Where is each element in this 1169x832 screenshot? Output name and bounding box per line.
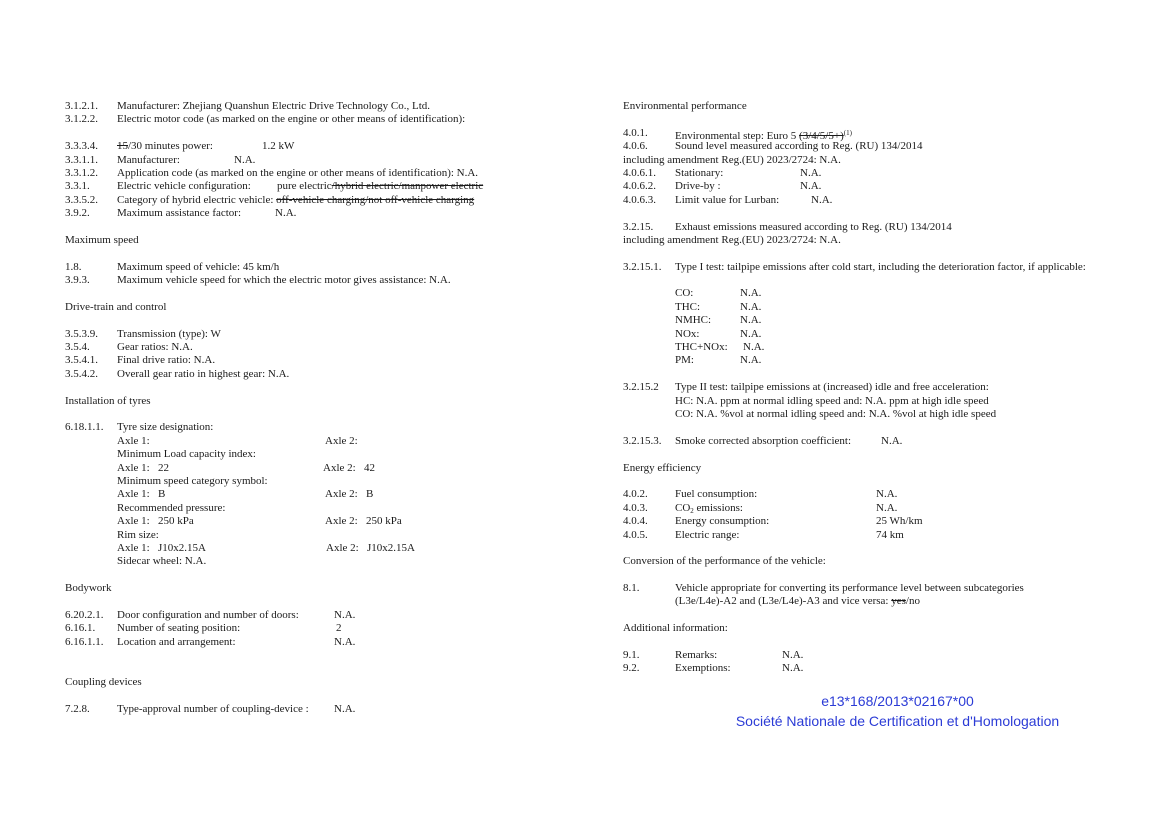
- tyre-axle-row: [65, 542, 585, 555]
- spec-number: 6.18.1.1.: [65, 421, 104, 434]
- spec-value: N.A.: [876, 501, 898, 514]
- spec-number: 7.2.8.: [65, 702, 90, 715]
- spec-value: 74 km: [876, 528, 904, 541]
- rim-value: J10x2.15A: [366, 541, 415, 554]
- spec-label: Limit value for Lurban:: [675, 193, 780, 206]
- spec-row: [623, 261, 1143, 274]
- spec-value: N.A.: [876, 488, 898, 501]
- tyre-axle-row: [65, 462, 585, 475]
- spec-value: N.A.: [334, 608, 356, 621]
- spec-label: Category of hybrid electric vehicle:: [117, 193, 274, 206]
- spec-row: [65, 622, 585, 635]
- sidecar-text: Sidecar wheel: N.A.: [117, 555, 207, 568]
- spec-label: Electric range:: [675, 528, 740, 541]
- pollutant-row: [623, 328, 1143, 341]
- spec-text: Final drive ratio: N.A.: [117, 354, 216, 367]
- spec-number: 4.0.6.1.: [623, 166, 656, 179]
- axle1-value: [117, 515, 194, 528]
- pollutant-label: NMHC:: [675, 314, 712, 327]
- spec-row: [623, 502, 1143, 515]
- axle-label: Axle 1:: [117, 515, 150, 528]
- spec-row: [623, 194, 1143, 207]
- rim-value: J10x2.15A: [157, 541, 206, 554]
- spec-number: 4.0.6.2.: [623, 180, 656, 193]
- spec-row: [65, 341, 585, 354]
- axle-label: Axle 2:: [326, 541, 359, 554]
- spec-value: N.A.: [881, 434, 903, 447]
- spec-number: 4.0.4.: [623, 515, 648, 528]
- pollutant-value: N.A.: [743, 341, 765, 354]
- spec-row: [623, 582, 1143, 595]
- spec-row: [623, 529, 1143, 542]
- spec-value: N.A.: [334, 702, 356, 715]
- section-heading: Drive-train and control: [65, 300, 167, 313]
- spec-number: 3.2.15.: [623, 220, 654, 233]
- spec-label: Fuel consumption:: [675, 488, 758, 501]
- axle-label: Axle 2:: [323, 461, 356, 474]
- axle2-value: [326, 542, 415, 555]
- ev-config-value: pure electric: [277, 180, 332, 193]
- pressure-value: 250 kPa: [157, 515, 194, 528]
- tyre-sub-heading: [65, 529, 585, 542]
- spec-label: Tyre size designation:: [117, 421, 214, 434]
- load-value: 22: [157, 461, 169, 474]
- pollutant-value: N.A.: [740, 287, 762, 300]
- spec-text: Vehicle appropriate for converting its performance level between subcategories: [675, 582, 1024, 595]
- spec-row: [623, 180, 1143, 193]
- spec-value: 25 Wh/km: [876, 515, 923, 528]
- spec-row: [65, 354, 585, 367]
- spec-label: Maximum assistance factor:: [117, 207, 242, 220]
- spec-text: Overall gear ratio in highest gear: N.A.: [117, 367, 290, 380]
- spec-row: [65, 421, 585, 434]
- section-heading: Maximum speed: [65, 233, 139, 246]
- spec-row: [65, 703, 585, 716]
- spec-number: 6.16.1.: [65, 622, 96, 635]
- spec-label: Energy consumption:: [675, 515, 770, 528]
- spec-number: 3.3.5.2.: [65, 193, 98, 206]
- spec-label: /30 minutes power:: [128, 140, 213, 153]
- axle2-value: [325, 488, 373, 501]
- spec-value: N.A.: [234, 153, 256, 166]
- spec-row: [623, 662, 1143, 675]
- spec-row: [623, 381, 1143, 394]
- spec-value: N.A.: [800, 166, 822, 179]
- spec-row: [623, 408, 1143, 421]
- conversion-text: (L3e/L4e)-A2 and (L3e/L4e)-A3 and vice versa:: [675, 595, 892, 608]
- spec-number: 1.8.: [65, 260, 82, 273]
- spec-row: [65, 154, 585, 167]
- spec-row: [65, 609, 585, 622]
- pollutant-value: N.A.: [740, 314, 762, 327]
- spec-number: 6.16.1.1.: [65, 635, 104, 648]
- spec-row: [623, 515, 1143, 528]
- axle1-label: Axle 1:: [117, 434, 150, 447]
- section-heading: Environmental performance: [623, 100, 747, 112]
- struck-text: 15: [117, 140, 128, 153]
- spec-number: 3.3.1.2.: [65, 166, 98, 179]
- spec-number: 4.0.1.: [623, 126, 648, 139]
- spec-number: 3.5.3.9.: [65, 327, 98, 340]
- spec-text: Exhaust emissions measured according to Reg. (RU) 134/2014: [675, 220, 952, 233]
- spec-text: Transmission (type): W: [117, 327, 221, 340]
- axle2-label: Axle 2:: [325, 434, 358, 447]
- pollutant-value: N.A.: [740, 327, 762, 340]
- section-heading: Additional information:: [623, 622, 728, 635]
- pollutant-row: [623, 314, 1143, 327]
- spec-row: [623, 488, 1143, 501]
- spec-text: Sound level measured according to Reg. (RU) 134/2014: [675, 140, 923, 153]
- tyre-axle-row: [65, 435, 585, 448]
- spec-row-power: [65, 140, 585, 153]
- spec-number: 3.2.15.1.: [623, 260, 662, 273]
- spec-row: [65, 555, 585, 568]
- spec-label: Minimum speed category symbol:: [117, 474, 268, 487]
- pollutant-label: NOx:: [675, 327, 700, 340]
- spec-label: Electric vehicle configuration:: [117, 180, 251, 193]
- spec-text: CO: N.A. %vol at normal idling speed and: N.A. %vol at high idle speed: [675, 407, 997, 420]
- spec-row: [623, 395, 1143, 408]
- pollutant-label: CO:: [675, 287, 694, 300]
- pollutant-label: THC:: [675, 300, 701, 313]
- spec-number: 9.2.: [623, 662, 640, 675]
- spec-row: [65, 180, 585, 193]
- spec-row: [65, 167, 585, 180]
- spec-text: Gear ratios: N.A.: [117, 341, 193, 354]
- spec-text: Maximum speed of vehicle: 45 km/h: [117, 260, 280, 273]
- struck-text: /hybrid electric/manpower electric: [331, 180, 484, 193]
- struck-text: (3/4/5/5+): [799, 129, 844, 142]
- spec-number: 3.1.2.1.: [65, 100, 98, 112]
- spec-row: [65, 368, 585, 381]
- footnote-ref: (1): [843, 128, 852, 137]
- spec-value: N.A.: [275, 207, 297, 220]
- tyre-axle-row: [65, 488, 585, 501]
- spec-label: Drive-by :: [675, 180, 721, 193]
- spec-number: 9.1.: [623, 649, 640, 662]
- subscript: 2: [690, 506, 694, 515]
- axle1-value: [117, 462, 169, 475]
- right-column: [623, 100, 1143, 676]
- load-value: 42: [363, 461, 375, 474]
- struck-text: off-vehicle charging/not off-vehicle charging: [276, 193, 475, 206]
- spec-label: Minimum Load capacity index:: [117, 448, 256, 461]
- axle1-value: [117, 488, 165, 501]
- spec-label: Type-approval number of coupling-device :: [117, 702, 309, 715]
- spec-number: 3.1.2.2.: [65, 113, 98, 126]
- spec-label: Door configuration and number of doors:: [117, 608, 299, 621]
- spec-row: [623, 435, 1143, 448]
- tyre-sub-heading: [65, 448, 585, 461]
- spec-row: [623, 649, 1143, 662]
- spec-number: 4.0.3.: [623, 501, 648, 514]
- spec-number: 3.3.1.1.: [65, 153, 98, 166]
- section-heading: Installation of tyres: [65, 394, 151, 407]
- axle-label: Axle 1:: [117, 488, 150, 501]
- spec-text: [117, 140, 213, 153]
- spec-row: [65, 100, 585, 113]
- spec-number: 3.5.4.1.: [65, 354, 98, 367]
- spec-label: Location and arrangement:: [117, 635, 236, 648]
- pollutant-row: [623, 301, 1143, 314]
- spec-number: 4.0.5.: [623, 528, 648, 541]
- speed-value: B: [157, 488, 166, 501]
- pollutant-label: THC+NOx:: [675, 341, 728, 354]
- co2-label: CO: [675, 501, 691, 514]
- spec-row: [623, 127, 1143, 140]
- spec-text: Application code (as marked on the engine or other means of identification): N.A.: [117, 166, 479, 179]
- axle-label: Axle 2:: [325, 515, 358, 528]
- axle-label: Axle 1:: [117, 461, 150, 474]
- spec-row: [65, 207, 585, 220]
- pollutant-row: [623, 287, 1143, 300]
- spec-row: [65, 328, 585, 341]
- spec-text: HC: N.A. ppm at normal idling speed and: N.A. ppm at high idle speed: [675, 394, 989, 407]
- spec-text: Maximum vehicle speed for which the electric motor gives assistance: N.A.: [117, 274, 451, 287]
- pollutant-value: N.A.: [740, 300, 762, 313]
- spec-number: 3.9.3.: [65, 274, 90, 287]
- section-heading: Coupling devices: [65, 675, 142, 688]
- spec-number: 3.5.4.2.: [65, 367, 98, 380]
- section-heading: Conversion of the performance of the vehicle:: [623, 555, 826, 568]
- section-heading: Energy efficiency: [623, 461, 702, 474]
- certification-body-stamp: Société Nationale de Certification et d'Homologation: [735, 713, 1060, 729]
- pressure-value: 250 kPa: [365, 515, 402, 528]
- left-column: [65, 100, 585, 716]
- spec-row: [65, 113, 585, 126]
- spec-number: 3.3.3.4.: [65, 140, 98, 153]
- pollutant-label: PM:: [675, 354, 694, 367]
- speed-value: B: [365, 488, 374, 501]
- spec-row: [65, 636, 585, 649]
- amendment-text: including amendment Reg.(EU) 2023/2724: N.A.: [623, 153, 841, 166]
- conversion-answer: /no: [905, 595, 920, 608]
- tyre-sub-heading: [65, 475, 585, 488]
- tyre-sub-heading: [65, 502, 585, 515]
- spec-value: [277, 180, 483, 193]
- spec-number: 4.0.2.: [623, 488, 648, 501]
- spec-label: Rim size:: [117, 528, 159, 541]
- spec-text: Type II test: tailpipe emissions at (increased) idle and free acceleration:: [675, 381, 989, 394]
- spec-value: 1.2 kW: [262, 140, 295, 153]
- spec-label: Number of seating position:: [117, 622, 241, 635]
- spec-number: 3.2.15.3.: [623, 434, 662, 447]
- axle2-value: [323, 462, 375, 475]
- spec-value: 2: [336, 622, 342, 635]
- spec-number: 3.2.15.2: [623, 381, 659, 394]
- spec-number: 4.0.6.: [623, 140, 648, 153]
- spec-text: Type I test: tailpipe emissions after cold start, including the deterioration factor, if applicable:: [675, 260, 1086, 273]
- spec-number: 8.1.: [623, 582, 640, 595]
- pollutant-value: N.A.: [740, 354, 762, 367]
- spec-value: N.A.: [782, 649, 804, 662]
- spec-row: [623, 595, 1143, 608]
- spec-text: Electric motor code (as marked on the engine or other means of identification):: [117, 113, 466, 126]
- spec-value: N.A.: [334, 635, 356, 648]
- spec-label: Smoke corrected absorption coefficient:: [675, 434, 852, 447]
- spec-value: N.A.: [811, 193, 833, 206]
- spec-label: Exemptions:: [675, 662, 731, 675]
- spec-label: Remarks:: [675, 649, 718, 662]
- spec-value: N.A.: [782, 662, 804, 675]
- spec-value: N.A.: [800, 180, 822, 193]
- spec-row: [623, 221, 1143, 234]
- pollutant-row: [623, 354, 1143, 367]
- spec-text: [675, 595, 920, 608]
- pollutant-row: [623, 341, 1143, 354]
- tyre-axle-row: [65, 515, 585, 528]
- spec-row: [65, 274, 585, 287]
- spec-row: [65, 261, 585, 274]
- spec-text: [117, 194, 474, 207]
- spec-number: 6.20.2.1.: [65, 608, 104, 621]
- spec-number: 4.0.6.3.: [623, 193, 656, 206]
- spec-label: Environmental step: Euro 5: [675, 129, 800, 142]
- co2-label-rest: emissions:: [693, 501, 743, 514]
- spec-row: [623, 167, 1143, 180]
- spec-label: Stationary:: [675, 166, 724, 179]
- spec-row: [65, 194, 585, 207]
- spec-label: Recommended pressure:: [117, 501, 226, 514]
- approval-number-stamp: e13*168/2013*02167*00: [821, 693, 974, 709]
- spec-row: [623, 140, 1143, 153]
- spec-number: 3.9.2.: [65, 207, 90, 220]
- axle-label: Axle 2:: [325, 488, 358, 501]
- spec-number: 3.3.1.: [65, 180, 90, 193]
- axle-label: Axle 1:: [117, 541, 150, 554]
- spec-number: 3.5.4.: [65, 341, 90, 354]
- amendment-text: including amendment Reg.(EU) 2023/2724: N.A.: [623, 233, 841, 246]
- axle1-value: [117, 542, 206, 555]
- spec-label: Manufacturer:: [117, 153, 180, 166]
- spec-text: Manufacturer: Zhejiang Quanshun Electric Drive Technology Co., Ltd.: [117, 100, 431, 112]
- axle2-value: [325, 515, 402, 528]
- section-heading: Bodywork: [65, 582, 112, 595]
- struck-text: yes: [891, 595, 906, 608]
